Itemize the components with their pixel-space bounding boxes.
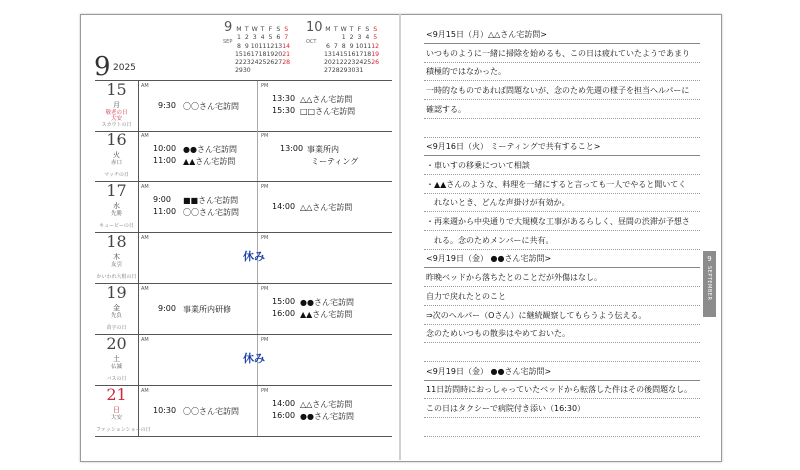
- mini-date: 8: [236, 42, 241, 50]
- pm-label: PM: [261, 83, 269, 89]
- mini-date: 15: [339, 50, 348, 58]
- date-cell: [95, 81, 139, 131]
- mini-date: 2: [244, 34, 249, 42]
- day-weekday: 月: [113, 101, 120, 109]
- mini-date: 4: [260, 34, 265, 42]
- memo-rule: [424, 286, 700, 287]
- mini-date: 24: [355, 59, 364, 67]
- mini-date: 16: [347, 50, 356, 58]
- mini-date: [251, 67, 259, 75]
- memo-rule: [424, 211, 700, 212]
- pm-label: PM: [261, 388, 269, 394]
- mini-date: 14: [331, 50, 340, 58]
- mini-weekday: W: [251, 26, 258, 33]
- day-row: [95, 131, 392, 182]
- am-label: AM: [141, 235, 149, 241]
- am-pm-divider: [257, 81, 258, 131]
- memo-rule: [424, 99, 700, 100]
- mini-date: 12: [266, 42, 275, 50]
- day-weekday: 日: [113, 406, 120, 414]
- mini-date: [324, 34, 332, 42]
- memo-line: ・車いすの移乗について相談: [426, 160, 530, 170]
- memo-line: 念のためいつもの散歩はやめておいた。: [426, 329, 570, 339]
- memo-rule: [424, 398, 700, 399]
- mini-date: 30: [242, 67, 251, 75]
- mini-weekday: T: [244, 26, 249, 33]
- mini-date: 28: [282, 59, 291, 67]
- mini-date: 8: [341, 42, 346, 50]
- mini-weekday: T: [260, 26, 265, 33]
- memo-rule: [424, 174, 700, 175]
- day-rokuyo: 先負: [110, 313, 122, 319]
- mini-weekday: S: [365, 26, 370, 33]
- weekly-schedule: [95, 80, 392, 440]
- entry-text: ●●さん宅訪問: [300, 298, 354, 307]
- tab-month-word: SEPTEMBER: [706, 266, 712, 301]
- mini-date: 20: [324, 59, 332, 67]
- mini-date: 24: [250, 59, 259, 67]
- mini-month-abbr: SEP: [223, 39, 233, 45]
- mini-date: 3: [357, 34, 362, 42]
- entry-time: 16:00: [272, 309, 296, 318]
- memo-line: れないとき、どんな声掛けが有効か。: [426, 198, 570, 208]
- day-rokuyo: 仏滅: [110, 364, 122, 370]
- entry-text: 〇〇さん宅訪問: [183, 407, 239, 416]
- memo-line: 一時的なものであれば問題ないが、念のため先週の様子を担当ヘルパーに: [426, 86, 690, 96]
- mini-date: 1: [341, 34, 346, 42]
- day-anniversary: 苗字の日: [106, 325, 127, 331]
- mini-weekday: T: [349, 26, 354, 33]
- entry-time: 13:30: [272, 94, 296, 103]
- day-weekday: 火: [113, 151, 120, 159]
- date-cell: [95, 284, 139, 334]
- memo-rule: [424, 118, 700, 119]
- mini-date: 31: [355, 67, 364, 75]
- entry-text: △△さん宅訪問: [300, 95, 353, 104]
- entry-time: 11:00: [153, 207, 177, 216]
- memo-line: 積極的ではなかった。: [426, 67, 506, 77]
- day-anniversary: バスの日: [106, 376, 127, 382]
- mini-date: 6: [325, 42, 330, 50]
- memo-line: <9月19日（金） ●●さん宅訪問>: [426, 366, 552, 376]
- mini-date: 5: [268, 34, 273, 42]
- memo-line: 11日訪問時におっしゃっていたベッドから転落した件はその後問題なし。: [426, 385, 693, 395]
- mini-date: 13: [324, 50, 332, 58]
- pm-label: PM: [261, 133, 269, 139]
- mini-date: 23: [242, 59, 251, 67]
- mini-weekday: F: [357, 26, 362, 33]
- memo-rule: [424, 62, 700, 63]
- day-anniversary: キューピーの日: [99, 223, 134, 229]
- month-index-tab[interactable]: [703, 251, 716, 317]
- mini-date: 27: [274, 59, 283, 67]
- date-cell: [95, 131, 139, 181]
- entry-text: 事業所内: [307, 145, 339, 154]
- mini-weekday: M: [236, 26, 242, 33]
- month-number: 9: [94, 52, 111, 82]
- memo-line: 自力で戻れたとのこと: [426, 291, 506, 301]
- mini-date: 13: [274, 42, 283, 50]
- memo-rule: [424, 230, 700, 231]
- entry-time: 15:00: [272, 297, 296, 306]
- mini-date: 1: [236, 34, 241, 42]
- day-weekday: 木: [113, 253, 120, 261]
- entry-time: 14:00: [272, 399, 296, 408]
- mini-date: [274, 67, 282, 75]
- entry-text: ミーティング: [311, 157, 359, 166]
- memo-rule: [424, 80, 700, 81]
- day-rokuyo-secondary: 大安: [110, 116, 122, 122]
- entry-text: ■■さん宅訪問: [183, 196, 239, 205]
- entry-time: 9:30: [158, 101, 176, 110]
- mini-date: 22: [339, 59, 348, 67]
- entry-time: 10:30: [153, 406, 177, 415]
- mini-weekday: M: [325, 26, 331, 33]
- day-rokuyo: 赤口: [110, 160, 122, 166]
- mini-date: 20: [274, 50, 283, 58]
- entry-text: △△さん宅訪問: [300, 400, 353, 409]
- day-off-label: 休み: [243, 352, 265, 365]
- entry-text: ▲▲さん宅訪問: [300, 310, 353, 319]
- day-number: 16: [106, 130, 127, 149]
- day-row: [95, 233, 392, 284]
- day-weekday: 水: [113, 202, 120, 210]
- mini-date: 17: [355, 50, 364, 58]
- entry-time: 16:00: [272, 411, 296, 420]
- entry-time: 15:30: [272, 106, 296, 115]
- pm-label: PM: [261, 235, 269, 241]
- memo-rule: [424, 249, 700, 250]
- day-off-label: 休み: [243, 250, 265, 263]
- mini-date: 6: [276, 34, 281, 42]
- entry-text: □□さん宅訪問: [300, 107, 356, 116]
- mini-calendar-grid: [235, 26, 290, 76]
- memo-rule: [424, 305, 700, 306]
- mini-date: 30: [347, 67, 356, 75]
- day-anniversary: スカウトの日: [101, 122, 132, 128]
- mini-weekday: S: [373, 26, 378, 33]
- mini-date: [282, 67, 290, 75]
- mini-date: 9: [349, 42, 354, 50]
- day-number: 19: [106, 283, 127, 302]
- mini-date: 4: [365, 34, 370, 42]
- day-anniversary: マッチの日: [104, 172, 129, 178]
- memo-rule: [424, 380, 700, 381]
- entry-time: 9:00: [158, 304, 176, 313]
- memo-line: <9月16日（火） ミーティングで共有すること>: [426, 142, 601, 152]
- month-year: 2025: [113, 63, 136, 73]
- mini-date: 12: [371, 42, 380, 50]
- day-number: 20: [106, 334, 127, 353]
- mini-date: [259, 67, 267, 75]
- pm-label: PM: [261, 184, 269, 190]
- mini-date: 3: [252, 34, 257, 42]
- mini-month-abbr: OCT: [306, 39, 317, 45]
- mini-date: 26: [266, 59, 275, 67]
- entry-text: 事業所内研修: [183, 305, 231, 314]
- mini-date: 23: [347, 59, 356, 67]
- day-number: 18: [106, 232, 127, 251]
- am-label: AM: [141, 388, 149, 394]
- memo-line: ・▲▲さんのような、料理を一緒にすると言っても一人でやると聞いてく: [426, 179, 687, 189]
- mini-date: 27: [324, 67, 332, 75]
- date-cell: [95, 233, 139, 283]
- mini-date: 29: [339, 67, 348, 75]
- mini-date: 28: [331, 67, 340, 75]
- memo-rule: [424, 267, 700, 268]
- day-number: 17: [106, 181, 127, 200]
- day-rokuyo: 先勝: [110, 211, 122, 217]
- am-pm-divider: [257, 386, 258, 436]
- pm-label: PM: [261, 337, 269, 343]
- memo-rule: [424, 361, 700, 362]
- mini-date: 11: [258, 42, 267, 50]
- mini-weekday: F: [268, 26, 273, 33]
- am-pm-divider: [257, 131, 258, 181]
- day-weekday: 金: [113, 304, 120, 312]
- mini-date: 7: [284, 34, 289, 42]
- am-label: AM: [141, 337, 149, 343]
- am-pm-divider: [257, 284, 258, 334]
- mini-date: [371, 67, 379, 75]
- mini-date: 19: [371, 50, 380, 58]
- mini-weekday: T: [333, 26, 338, 33]
- date-cell: [95, 335, 139, 385]
- entry-time: 14:00: [272, 202, 296, 211]
- mini-date: 17: [250, 50, 259, 58]
- day-anniversary: ファッションショーの日: [96, 427, 151, 433]
- day-weekday: 土: [113, 355, 120, 363]
- memo-rule: [424, 417, 700, 418]
- memo-line: ⇒次のヘルパー（Oさん）に継続観察してもらうよう伝える。: [426, 310, 647, 320]
- memo-line: <9月19日（金） ●●さん宅訪問>: [426, 254, 552, 264]
- mini-date: 21: [331, 59, 340, 67]
- mini-date: 14: [282, 42, 291, 50]
- mini-date: 25: [258, 59, 267, 67]
- day-row: [95, 182, 392, 233]
- day-rokuyo: 敬老の日: [105, 110, 128, 116]
- mini-date: 7: [333, 42, 338, 50]
- memo-rule: [424, 342, 700, 343]
- mini-date: [267, 67, 275, 75]
- gutter: [399, 14, 401, 460]
- mini-date: 5: [373, 34, 378, 42]
- day-number: 15: [106, 80, 127, 99]
- am-label: AM: [141, 83, 149, 89]
- am-pm-divider: [257, 182, 258, 232]
- entry-text: 〇〇さん宅訪問: [183, 208, 239, 217]
- memo-line: この日はタクシーで病院付き添い（16:30）: [426, 404, 586, 413]
- entry-text: ▲▲さん宅訪問: [183, 157, 236, 166]
- day-anniversary: かいわれ大根の日: [96, 274, 137, 280]
- mini-date: [363, 67, 371, 75]
- mini-date: 16: [242, 50, 251, 58]
- am-label: AM: [141, 286, 149, 292]
- am-label: AM: [141, 184, 149, 190]
- day-number: 21: [106, 385, 127, 404]
- mini-month-number: 9: [224, 20, 233, 35]
- entry-text: ●●さん宅訪問: [300, 412, 354, 421]
- mini-date: 18: [363, 50, 372, 58]
- memo-line: 昨晩ベッドから落ちたとのことだが外傷はなし。: [426, 273, 602, 283]
- mini-date: 15: [235, 50, 243, 58]
- pm-label: PM: [261, 286, 269, 292]
- day-rokuyo: 友引: [110, 262, 122, 268]
- entry-time: 13:00: [280, 144, 304, 153]
- mini-date: 10: [250, 42, 259, 50]
- mini-date: 2: [349, 34, 354, 42]
- day-row: [95, 80, 392, 132]
- memo-rule: [424, 324, 700, 325]
- memo-rule: [424, 193, 700, 194]
- mini-date: 11: [363, 42, 372, 50]
- day-row: [95, 284, 392, 335]
- tab-month-number: 9: [707, 255, 712, 263]
- mini-date: 18: [258, 50, 267, 58]
- mini-calendar-grid: [324, 26, 379, 76]
- memo-rule: [424, 155, 700, 156]
- entry-text: ●●さん宅訪問: [183, 145, 237, 154]
- mini-weekday: S: [284, 26, 289, 33]
- entry-text: 〇〇さん宅訪問: [183, 102, 239, 111]
- day-rokuyo: 大安: [110, 415, 122, 421]
- entry-time: 11:00: [153, 156, 177, 165]
- mini-date: 21: [282, 50, 291, 58]
- memo-line: いつものように一緒に掃除を始めるも、この日は疲れていたようであまり: [426, 48, 690, 58]
- memo-rule: [424, 436, 700, 437]
- entry-time: 9:00: [153, 195, 171, 204]
- mini-date: 9: [244, 42, 249, 50]
- mini-weekday: S: [276, 26, 281, 33]
- memo-rule: [424, 43, 700, 44]
- memo-line: <9月15日（月）△△さん宅訪問>: [426, 30, 547, 39]
- entry-time: 10:00: [153, 144, 177, 153]
- mini-date: [332, 34, 340, 42]
- memo-line: れる。念のためメンバーに共有。: [426, 235, 554, 245]
- day-row: [95, 386, 392, 437]
- entry-text: △△さん宅訪問: [300, 203, 353, 212]
- mini-weekday: W: [340, 26, 347, 33]
- memo-line: 確認する。: [426, 104, 466, 114]
- am-label: AM: [141, 133, 149, 139]
- mini-date: 19: [266, 50, 275, 58]
- memo-rule: [424, 137, 700, 138]
- mini-month-number: 10: [306, 20, 323, 35]
- mini-date: 26: [371, 59, 380, 67]
- mini-date: 29: [235, 67, 243, 75]
- memo-line: ・再来週から中央通りで大規模な工事があるらしく、昼間の渋滞が予想さ: [426, 217, 690, 226]
- mini-date: 10: [355, 42, 364, 50]
- mini-date: 25: [363, 59, 372, 67]
- date-cell: [95, 182, 139, 232]
- day-row: [95, 335, 392, 386]
- mini-date: 22: [235, 59, 243, 67]
